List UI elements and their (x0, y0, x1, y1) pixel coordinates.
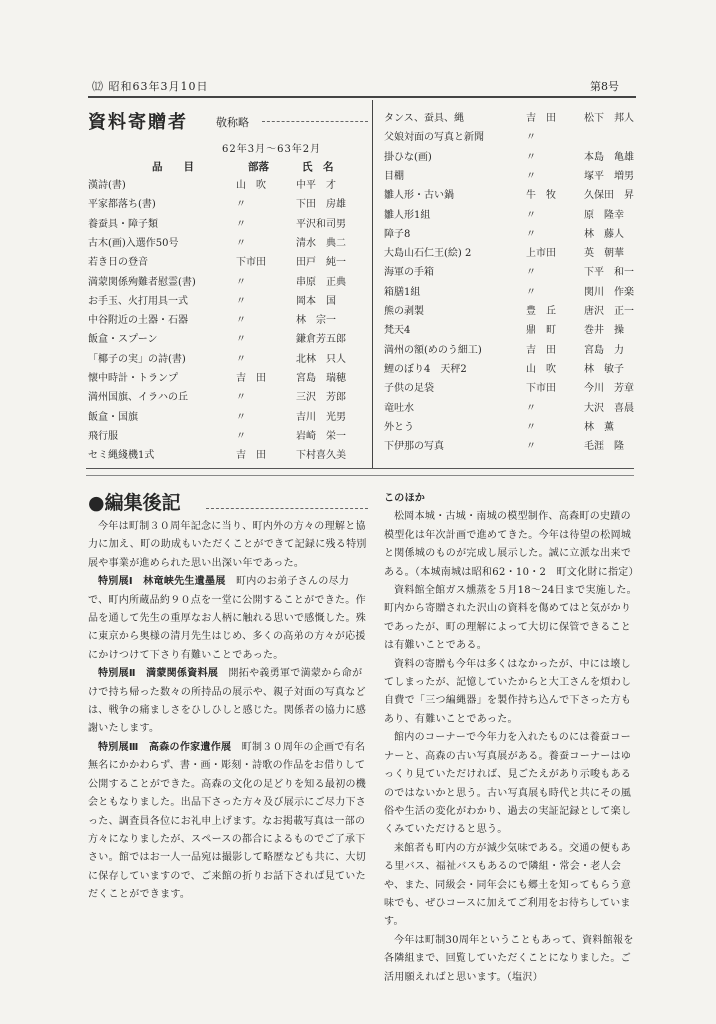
donation-row (88, 447, 368, 465)
exhibit-1-text: 町内のお弟子さんの尽力で、町内所蔵品約９０点を一堂に公開することができた。作品を通して先生の重厚なお人柄に触れる思いで感慨した。殊に東京から奥様の清月先生はじめ、多くの高弟の方々が応援にかけつけて下さり有難いことであった。 (88, 576, 367, 661)
donation-district: 下市田 (526, 383, 556, 395)
donation-item: 「椰子の実」の詩(書) (88, 353, 186, 365)
donation-item: 飯盒・スプーン (88, 334, 158, 346)
other-paragraph-2: 資料館全館ガス燻蒸を５月18～24日まで実施した。町内から寄贈された沢山の資料を傷めてはと気がかりであったが、町の理解によって大切に保管できることは有難いことである。 (384, 585, 637, 652)
donation-district: 吉 田 (236, 450, 266, 462)
donations-title: 資料寄贈者 (88, 112, 188, 133)
donation-district: 〃 (526, 228, 536, 240)
donation-row (88, 196, 368, 214)
donor-name: 大沢 喜晨 (584, 402, 634, 414)
donation-item: 満州の額(めのう細工) (384, 344, 482, 356)
honorific-note: 敬称略 (216, 116, 249, 129)
donor-name: 北林 只人 (296, 353, 346, 365)
donation-district: 牛 牧 (526, 190, 556, 202)
donor-name: 宮島 力 (584, 344, 624, 356)
donor-name: 巻井 操 (584, 325, 624, 337)
donor-name: 唐沢 正一 (584, 306, 634, 317)
header-rule (88, 96, 636, 98)
donation-district: 〃 (236, 276, 246, 288)
donation-district: 〃 (526, 132, 536, 144)
donor-name: 林 宗一 (296, 315, 336, 327)
donor-name: 下平 和一 (584, 267, 634, 279)
donation-item: 中谷附近の土器・石器 (88, 315, 188, 327)
donation-row (384, 207, 640, 225)
donation-row (384, 168, 640, 186)
donation-item: セミ縄綫機1式 (88, 450, 155, 462)
donor-name: 今川 芳章 (584, 383, 634, 395)
donor-name: 関川 作楽 (584, 286, 634, 298)
donation-row (384, 380, 640, 398)
donation-row (384, 284, 640, 302)
donation-row (88, 331, 368, 349)
other-paragraph-3: 資料の寄贈も今年は多くはなかったが、中には壊してしまったが、記憶していたからと大工さんを煩わし自費で「三つ編縄器」を製作持ち込んで下さった方もあり、有難いことであった。 (384, 658, 632, 725)
donor-name: 串原 正典 (296, 276, 346, 288)
donation-district: 〃 (526, 421, 536, 433)
other-heading: このほか (384, 493, 426, 504)
donation-district: 山 吹 (236, 180, 266, 191)
donation-row (88, 293, 368, 311)
editorial-title: ●編集後記 (88, 492, 181, 514)
exhibit-2-label: 特別展Ⅱ 満蒙関係資料展 (98, 668, 219, 680)
column-header-item: 品 目 (152, 161, 194, 173)
donation-item: 満蒙関係殉難者慰霊(書) (88, 276, 196, 288)
donation-row (88, 274, 368, 292)
donation-item: 若き日の登音 (88, 257, 148, 269)
donation-item: 下伊那の写真 (384, 441, 444, 453)
other-paragraph-4: 館内のコーナーで今年力を入れたものには養蚕コーナーと、高森の古い写真展がある。養蚕コーナーはゆっくり見ていただければ、見ごたえがあり示唆もあるのではないかと思う。古い写真展も時代と共にその風俗や生活の変化がわかり、過去の実証記録として楽しくみていただけると思う。 (384, 732, 632, 836)
donation-district: 〃 (236, 218, 246, 230)
editorial-right-column (384, 490, 640, 987)
donor-name: 宮島 瑞穂 (296, 373, 346, 384)
donor-name: 鎌倉芳五郎 (296, 334, 346, 346)
donation-district: 〃 (236, 334, 246, 346)
donation-row (88, 370, 368, 388)
donation-district: 鼎 町 (526, 325, 556, 337)
donor-name: 吉川 光男 (296, 411, 346, 423)
donation-item: 梵天4 (384, 325, 411, 337)
other-paragraph-1: 松岡本城・古城・南城の模型制作、高森町の史蹟の模型化は年次計画で進めてきた。今年は待望の松岡城と関係城のものが完成し展示した。誠に立派な出来である。（本城南城は昭和62・10・2 町文化財に指定） (384, 511, 639, 578)
donation-district: 吉 田 (526, 344, 556, 356)
donor-name: 中平 才 (296, 180, 336, 191)
donation-row (384, 322, 640, 340)
donor-name: 林 薫 (584, 421, 614, 433)
donation-district: 〃 (526, 402, 536, 414)
exhibit-3-text: 町制３０周年の企画で有名無名にかかわらず、書・画・彫刻・詩歌の作品をお借りして公開することができた。高森の文化の足どりを知る最初の機会ともなりました。出品下さった方々及び展示にご尽力下さった、調査員各位にお礼申上げます。なお掲載写真は一部の方々になりましたが、スペースの都合によるものでご了承下さい。館ではお一人一品宛は撮影して略歴なども共に、大切に保存していますので、ご来館の折りお話下されば見ていただくことができます。 (88, 741, 367, 901)
exhibit-1-label: 特別展Ⅰ 林竜峡先生遺墨展 (98, 576, 226, 588)
issue-date: ⑿ 昭和63年3月10日 (92, 80, 209, 93)
donation-item: 父娘対面の写真と新聞 (384, 132, 484, 144)
donor-name: 松下 邦人 (584, 113, 634, 124)
donor-name: 塚平 増男 (584, 170, 634, 182)
donation-item: 海軍の手箱 (384, 267, 434, 279)
donation-row (384, 342, 640, 360)
donation-district: 吉 田 (526, 113, 556, 124)
donation-item: お手玉、火打用具一式 (88, 295, 188, 307)
donation-item: 熊の剥製 (384, 306, 424, 317)
donation-item: 大島山石仁王(絵) 2 (384, 248, 472, 260)
column-header-name: 氏 名 (302, 161, 334, 173)
donation-district: 〃 (526, 151, 536, 163)
donor-name: 久保田 昇 (584, 190, 634, 202)
donor-name: 下田 房雄 (296, 199, 346, 211)
donation-row (384, 400, 640, 418)
donation-item: 竜吐水 (384, 402, 414, 414)
donor-name: 英 朝華 (584, 248, 624, 260)
donation-item: 懐中時計・トランプ (88, 373, 178, 384)
donation-item: 古木(画)入選作50号 (88, 237, 179, 249)
donor-name: 平沢和司男 (296, 218, 346, 230)
donation-district: 豊 丘 (526, 306, 556, 317)
donor-name: 三沢 芳郎 (296, 392, 346, 404)
donor-name: 下村喜久美 (296, 450, 346, 462)
donation-item: 満州国旗、イラハの丘 (88, 392, 188, 404)
donor-name: 林 敏子 (584, 363, 624, 375)
donation-item: 養蚕具・障子類 (88, 218, 158, 230)
donation-item: 障子8 (384, 228, 411, 240)
donation-row (384, 303, 640, 321)
other-paragraph-5: 来館者も町内の方が減少気味である。交通の便もある里バス、福祉バスもあるので隣組・常会・老人会や、また、同級会・同年会にも郷土を知ってもらう意味でも、ぜひコースに加えてご利用をお待ちしています。 (384, 842, 631, 928)
donation-item: 平家都落ち(書) (88, 199, 156, 211)
donor-name: 岩崎 栄一 (296, 430, 346, 442)
donation-district: 〃 (526, 209, 536, 221)
donation-item: 外とう (384, 421, 414, 433)
donation-row (88, 312, 368, 330)
donation-item: 箱膳1組 (384, 286, 421, 298)
donation-item: 子供の足袋 (384, 383, 434, 395)
donor-name: 清水 典二 (296, 237, 346, 249)
donation-row (384, 110, 640, 128)
donation-item: 雛人形1組 (384, 209, 431, 221)
donation-district: 〃 (526, 267, 536, 279)
exhibit-3 (88, 739, 368, 905)
donation-district: 〃 (236, 353, 246, 365)
donation-row (88, 428, 368, 446)
donation-row (88, 216, 368, 234)
donation-row (88, 177, 368, 195)
donor-name: 林 藤人 (584, 228, 624, 240)
donation-district: 〃 (236, 199, 246, 211)
donation-row (88, 351, 368, 369)
donation-period: 62年3月～63年2月 (222, 144, 322, 155)
donor-name: 岡本 国 (296, 295, 336, 307)
donation-district: 下市田 (236, 257, 266, 269)
donation-district: 〃 (526, 170, 536, 182)
donor-name: 原 隆幸 (584, 209, 624, 221)
exhibit-1 (88, 573, 368, 665)
other-paragraph-6: 今年は町制30周年ということもあって、資料館報を各隣組まで、回覧していただくことになりました。ご活用願えればと思います。（塩沢） (384, 934, 634, 983)
donation-district: 〃 (236, 411, 246, 423)
donation-district: 吉 田 (236, 373, 266, 384)
donation-item: 目棚 (384, 170, 404, 182)
donation-district: 山 吹 (526, 363, 556, 375)
donation-item: タンス、蚕具、縄 (384, 113, 464, 124)
exhibit-2 (88, 665, 368, 739)
donation-row (384, 438, 640, 456)
donation-district: 〃 (236, 315, 246, 327)
donor-name: 本島 亀雄 (584, 151, 634, 163)
editorial-intro: 今年は町制３０周年記念に当り、町内外の方々の理解と協力に加え、町の助成もいただくことができて記録に残る特別展や事業が進められた思い出深い年であった。 (88, 521, 367, 569)
donation-item: 飯盒・国旗 (88, 411, 138, 423)
donor-name: 毛涯 隆 (584, 441, 624, 453)
column-header-district: 部落 (248, 161, 269, 173)
center-column-divider (372, 100, 373, 468)
donation-item: 掛ひな(画) (384, 151, 432, 163)
donation-district: 〃 (236, 237, 246, 249)
donation-item: 飛行服 (88, 430, 118, 442)
donation-row (88, 409, 368, 427)
wavy-divider (86, 468, 634, 476)
donation-district: 〃 (526, 441, 536, 453)
donation-district: 〃 (526, 286, 536, 298)
donation-row (384, 245, 640, 263)
donation-item: 漢詩(書) (88, 180, 126, 191)
donation-district: 上市田 (526, 248, 556, 260)
editorial-title-rule (206, 508, 368, 509)
donation-row (88, 254, 368, 272)
donation-district: 〃 (236, 295, 246, 307)
donation-item: 鯉のぼり4 天秤2 (384, 363, 467, 375)
exhibit-3-label: 特別展Ⅲ 高森の作家遺作展 (98, 741, 232, 753)
donation-row (384, 361, 640, 379)
donation-row (384, 149, 640, 167)
donor-name: 田戸 純一 (296, 257, 346, 269)
donation-row (384, 187, 640, 205)
donation-row (384, 264, 640, 282)
issue-number: 第8号 (590, 80, 619, 93)
donation-row (88, 235, 368, 253)
donation-row (384, 129, 640, 147)
donation-item: 雛人形・古い鍋 (384, 190, 454, 202)
donation-row (384, 419, 640, 437)
donation-row (384, 226, 640, 244)
donation-district: 〃 (236, 430, 246, 442)
title-dash-rule (262, 121, 368, 122)
donation-district: 〃 (236, 392, 246, 404)
exhibit-2-text: 開拓や義勇軍で満蒙から命がけで持ち帰った数々の所持品の展示や、親子対面の写真などは、戦争の痛ましさをひしひしと感じた。関係者の協力に感謝いたします。 (88, 668, 367, 735)
editorial-left-column (88, 518, 368, 905)
donation-row (88, 389, 368, 407)
